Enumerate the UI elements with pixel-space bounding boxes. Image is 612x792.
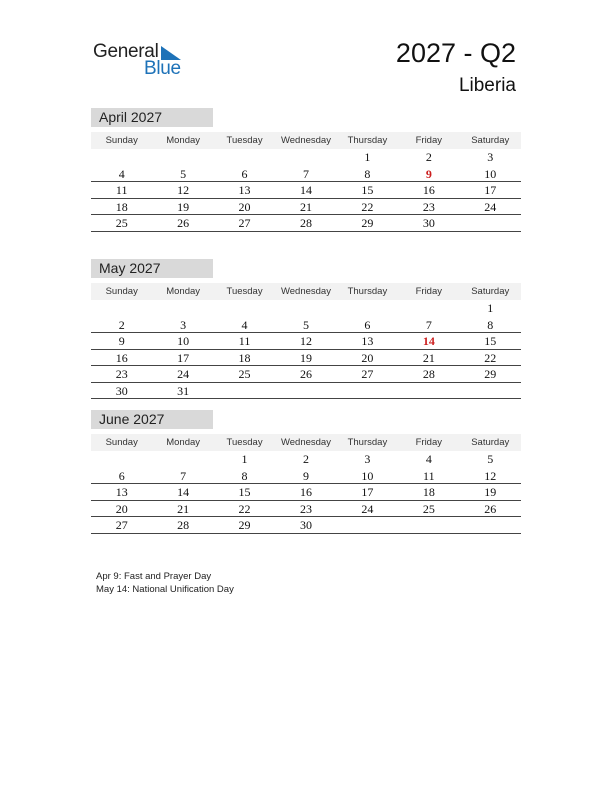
day-cell: 16 (115, 350, 128, 365)
day-cell: 18 (115, 199, 128, 214)
day-cell: 13 (361, 334, 374, 348)
day-cell (214, 383, 275, 399)
day-cell: 1 (487, 301, 494, 315)
day-cell: 2 (302, 452, 309, 466)
day-cell: 18 (238, 350, 251, 365)
day-cell: 29 (361, 216, 374, 230)
day-cell (460, 383, 521, 399)
day-cell: 8 (241, 468, 248, 483)
weekday-label: Wednesday (280, 437, 331, 448)
weekday-label: Sunday (105, 286, 138, 297)
day-cell: 8 (364, 166, 371, 181)
day-cell: 5 (302, 317, 309, 332)
month-may (91, 259, 521, 399)
day-cell (152, 149, 213, 166)
day-cell: 21 (177, 501, 190, 516)
day-cell: 17 (484, 183, 497, 197)
weekday-label: Friday (415, 286, 443, 297)
day-cell: 19 (299, 350, 312, 365)
weekday-label: Monday (166, 135, 201, 146)
day-cell: 16 (299, 485, 312, 499)
day-cell: 31 (177, 383, 190, 398)
weekday-label: Saturday (471, 437, 510, 448)
day-cell: 26 (177, 216, 190, 230)
day-cell: 26 (484, 501, 497, 516)
day-cell: 11 (115, 183, 128, 197)
week-row (91, 484, 521, 501)
day-cell: 11 (238, 334, 251, 348)
page-title: 2027 - Q2 (395, 38, 516, 68)
holiday-note: Apr 9: Fast and Prayer Day (96, 571, 212, 582)
day-cell: 2 (425, 150, 432, 164)
day-cell: 30 (422, 216, 435, 230)
day-cell: 28 (422, 367, 435, 381)
day-cell: 6 (118, 468, 125, 483)
day-cell: 15 (361, 183, 374, 197)
day-cell: 22 (484, 350, 497, 365)
day-cell: 14 (299, 183, 312, 197)
day-cell: 24 (177, 367, 190, 381)
day-cell: 25 (238, 367, 251, 381)
day-cell: 19 (484, 485, 497, 499)
day-cell: 20 (361, 350, 374, 365)
day-cell (337, 383, 398, 399)
week-row (91, 501, 521, 518)
day-cell (91, 451, 152, 468)
week-row (91, 199, 521, 216)
day-cell: 27 (115, 518, 128, 532)
day-cell: 13 (238, 183, 251, 197)
day-cell: 12 (484, 468, 497, 483)
week-row (91, 383, 521, 400)
weekday-header (91, 283, 521, 300)
weekday-label: Thursday (347, 437, 388, 448)
day-cell: 27 (238, 216, 251, 230)
week-row (91, 366, 521, 383)
day-cell: 24 (361, 501, 374, 516)
day-cell: 7 (180, 468, 187, 483)
day-cell: 10 (361, 468, 374, 483)
weekday-label: Friday (415, 135, 443, 146)
day-cell: 11 (423, 468, 435, 483)
day-cell: 22 (361, 199, 374, 214)
logo-word-general: General (93, 41, 159, 62)
day-cell: 1 (364, 150, 371, 164)
day-cell: 6 (364, 317, 371, 332)
weekday-label: Thursday (347, 286, 388, 297)
weekday-header (91, 132, 521, 149)
day-cell: 20 (238, 199, 251, 214)
day-cell: 12 (299, 334, 312, 348)
weekday-label: Sunday (105, 135, 138, 146)
day-cell: 9 (118, 334, 125, 348)
day-cell (152, 451, 213, 468)
day-cell: 28 (299, 216, 312, 230)
day-cell (275, 300, 336, 317)
day-cell: 10 (177, 334, 190, 348)
day-cell (214, 300, 275, 317)
day-cell: 9 (302, 468, 309, 483)
day-cell: 4 (241, 317, 248, 332)
week-row (91, 451, 521, 468)
week-row (91, 215, 521, 232)
weekday-label: Tuesday (226, 135, 263, 146)
day-cell: 30 (115, 383, 128, 398)
day-cell: 22 (238, 501, 251, 516)
day-cell: 15 (238, 485, 251, 499)
day-cell: 5 (487, 452, 494, 466)
day-cell (398, 517, 459, 533)
weekday-header (91, 434, 521, 451)
holiday-notes (96, 570, 234, 596)
day-cell: 7 (425, 317, 432, 332)
day-cell: 1 (241, 452, 248, 466)
weekday-label: Wednesday (280, 286, 331, 297)
week-row (91, 166, 521, 183)
week-row (91, 350, 521, 367)
month-april (91, 108, 521, 232)
day-cell: 20 (115, 501, 128, 516)
day-cell: 4 (118, 166, 125, 181)
country-name: Liberia (458, 75, 516, 96)
day-cell: 29 (484, 367, 497, 381)
week-row (91, 182, 521, 199)
day-cell (214, 149, 275, 166)
day-cell: 16 (422, 183, 435, 197)
weekday-label: Monday (166, 437, 201, 448)
week-row (91, 468, 521, 485)
day-cell: 12 (177, 183, 190, 197)
day-cell: 25 (115, 216, 128, 230)
day-cell: 23 (422, 199, 435, 214)
day-cell: 28 (177, 518, 190, 532)
day-cell: 3 (487, 150, 494, 164)
day-cell: 17 (361, 485, 374, 499)
month-title: May 2027 (91, 259, 213, 278)
day-cell (91, 300, 152, 317)
day-cell: 26 (299, 367, 312, 381)
day-cell (337, 300, 398, 317)
week-row (91, 517, 521, 534)
day-cell: 4 (425, 452, 432, 466)
weekday-label: Thursday (347, 135, 388, 146)
day-cell: 6 (241, 166, 248, 181)
month-title: April 2027 (91, 108, 213, 127)
day-cell: 29 (238, 518, 251, 532)
day-cell: 17 (177, 350, 190, 365)
day-cell (337, 517, 398, 533)
day-cell (398, 300, 459, 317)
day-cell (460, 517, 521, 533)
day-cell: 25 (422, 501, 435, 516)
day-cell: 19 (177, 199, 190, 214)
weekday-label: Tuesday (226, 286, 263, 297)
weekday-label: Friday (415, 437, 443, 448)
day-cell: 2 (118, 317, 125, 332)
logo-word-blue: Blue (144, 58, 181, 79)
day-cell: 21 (422, 350, 435, 365)
day-cell: 23 (299, 501, 312, 516)
day-cell: 10 (484, 166, 497, 181)
weekday-label: Wednesday (280, 135, 331, 146)
day-cell: 13 (115, 485, 128, 499)
day-cell: 18 (422, 485, 435, 499)
day-cell (275, 383, 336, 399)
day-cell: 7 (302, 166, 309, 181)
day-cell (275, 149, 336, 166)
holiday-date: 14 (422, 334, 435, 348)
day-cell: 24 (484, 199, 497, 214)
day-cell: 14 (177, 485, 190, 499)
day-cell (460, 215, 521, 231)
week-row (91, 333, 521, 350)
day-cell (91, 149, 152, 166)
holiday-note: May 14: National Unification Day (96, 584, 234, 595)
day-cell: 30 (299, 518, 312, 532)
day-cell (398, 383, 459, 399)
week-row (91, 300, 521, 317)
day-cell: 23 (115, 367, 128, 381)
day-cell: 3 (364, 452, 371, 466)
holiday-date: 9 (425, 166, 432, 181)
day-cell: 3 (180, 317, 187, 332)
month-title: June 2027 (91, 410, 213, 429)
weekday-label: Monday (166, 286, 201, 297)
day-cell: 8 (487, 317, 494, 332)
generalblue-logo (93, 41, 193, 81)
day-cell: 27 (361, 367, 374, 381)
week-row (91, 149, 521, 166)
weekday-label: Saturday (471, 135, 510, 146)
weekday-label: Tuesday (226, 437, 263, 448)
day-cell (152, 300, 213, 317)
weekday-label: Saturday (471, 286, 510, 297)
day-cell: 15 (484, 334, 497, 348)
day-cell: 5 (180, 166, 187, 181)
month-june (91, 410, 521, 534)
weekday-label: Sunday (105, 437, 138, 448)
week-row (91, 317, 521, 334)
day-cell: 21 (299, 199, 312, 214)
